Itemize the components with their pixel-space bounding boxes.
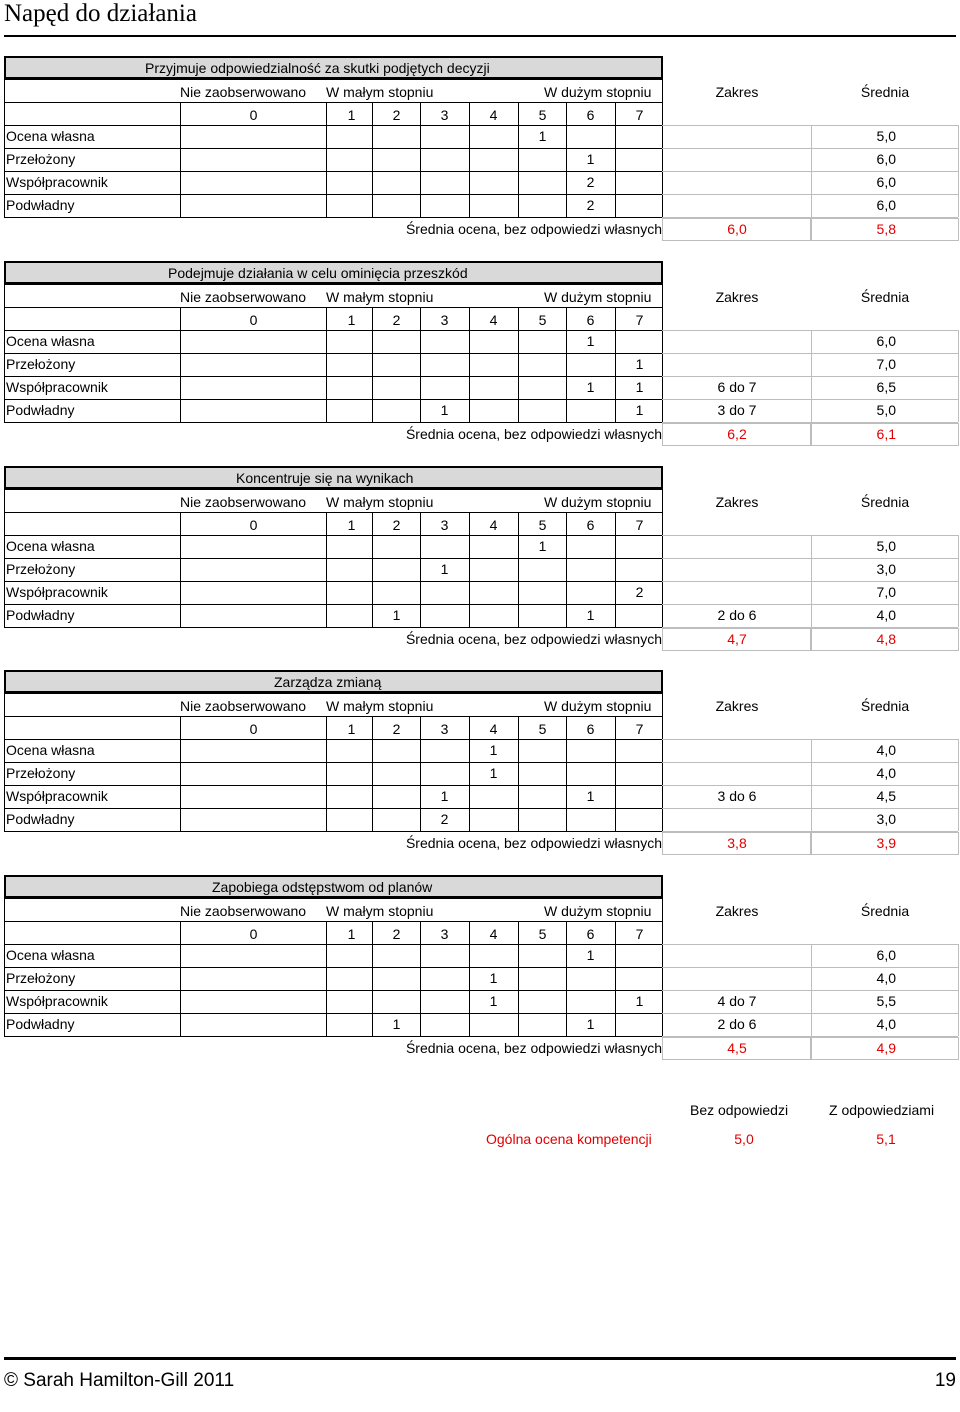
label-large-degree: W dużym stopniu — [544, 494, 652, 510]
page-title: Napęd do działania — [4, 0, 197, 27]
rating-range: 6 do 7 — [717, 379, 757, 395]
grid-line — [180, 716, 181, 831]
rating-range: 3 do 6 — [717, 788, 757, 804]
rater-label: Ocena własna — [6, 538, 95, 554]
scale-number: 5 — [538, 107, 547, 123]
rating-count: 1 — [392, 607, 401, 623]
grid-line — [615, 512, 616, 627]
label-average: Średnia — [860, 903, 910, 919]
scale-number: 3 — [440, 926, 449, 942]
label-large-degree: W dużym stopniu — [544, 698, 652, 714]
rater-label: Podwładny — [6, 607, 75, 623]
grid-line — [326, 512, 327, 627]
rating-average: 5,5 — [876, 993, 896, 1009]
rating-average: 6,0 — [876, 197, 896, 213]
grid-line — [662, 489, 663, 512]
grid-line — [4, 1013, 663, 1014]
competency-section — [0, 466, 960, 666]
scale-number: 3 — [440, 721, 449, 737]
grid-line — [4, 693, 5, 831]
grid-line — [4, 693, 663, 694]
scale-number: 7 — [635, 107, 644, 123]
rating-count: 2 — [586, 197, 595, 213]
rater-label: Podwładny — [6, 197, 75, 213]
grid-line — [4, 604, 663, 605]
summary-header-without: Bez odpowiedzi — [690, 1102, 789, 1118]
grid-line — [4, 353, 663, 354]
grid-line — [326, 921, 327, 1036]
scale-number: 2 — [392, 926, 401, 942]
grid-line — [958, 944, 959, 1036]
competency-section — [0, 670, 960, 870]
rating-average: 5,0 — [876, 128, 896, 144]
scale-number: 1 — [347, 926, 356, 942]
competency-section — [0, 261, 960, 461]
grid-line — [4, 330, 663, 331]
grid-line — [615, 716, 616, 831]
rating-average: 3,0 — [876, 561, 896, 577]
average-row-label: Średnia ocena, bez odpowiedzi własnych — [405, 426, 662, 442]
rating-average: 5,0 — [876, 402, 896, 418]
grid-line — [662, 693, 663, 716]
average-range-value: 3,8 — [727, 835, 747, 851]
grid-line — [469, 102, 470, 217]
grid-line — [958, 125, 959, 217]
average-avg-value: 4,8 — [876, 631, 896, 647]
scale-number: 6 — [586, 721, 595, 737]
scale-number: 1 — [347, 721, 356, 737]
summary-value-without: 5,0 — [734, 1131, 754, 1147]
section-title: Przyjmuje odpowiedzialność za skutki podjętych decyzji — [145, 60, 490, 76]
grid-line — [180, 921, 181, 1036]
grid-line — [518, 512, 519, 627]
grid-line — [326, 307, 327, 422]
grid-line — [662, 535, 958, 536]
grid-line — [4, 762, 663, 763]
grid-line — [662, 762, 958, 763]
average-avg-value: 6,1 — [876, 426, 896, 442]
grid-line — [180, 307, 181, 422]
scale-number: 7 — [635, 312, 644, 328]
label-small-degree: W małym stopniu — [326, 494, 434, 510]
scale-number: 6 — [586, 107, 595, 123]
scale-number: 4 — [489, 312, 498, 328]
grid-line — [180, 512, 181, 627]
average-range-value: 6,2 — [727, 426, 747, 442]
label-large-degree: W dużym stopniu — [544, 903, 652, 919]
scale-number: 7 — [635, 926, 644, 942]
label-range: Zakres — [715, 903, 759, 919]
rating-average: 6,0 — [876, 333, 896, 349]
rater-label: Ocena własna — [6, 947, 95, 963]
grid-line — [566, 307, 567, 422]
rater-label: Ocena własna — [6, 333, 95, 349]
average-range-value: 4,5 — [727, 1040, 747, 1056]
rating-count: 1 — [586, 607, 595, 623]
grid-line — [372, 102, 373, 217]
rating-count: 1 — [586, 788, 595, 804]
scale-number: 3 — [440, 312, 449, 328]
competency-section — [0, 56, 960, 256]
grid-line — [4, 898, 5, 1036]
label-range: Zakres — [715, 289, 759, 305]
rating-average: 6,5 — [876, 379, 896, 395]
rating-average: 7,0 — [876, 584, 896, 600]
grid-line — [4, 148, 663, 149]
page-number: 19 — [934, 1370, 956, 1391]
grid-line — [469, 307, 470, 422]
grid-line — [662, 330, 958, 331]
label-average: Średnia — [860, 494, 910, 510]
scale-number: 4 — [489, 517, 498, 533]
grid-line — [4, 716, 663, 717]
scale-number: 4 — [489, 107, 498, 123]
label-average: Średnia — [860, 698, 910, 714]
grid-line — [662, 944, 958, 945]
grid-line — [662, 171, 958, 172]
grid-line — [326, 716, 327, 831]
scale-number: 5 — [538, 721, 547, 737]
rating-count: 1 — [489, 970, 498, 986]
grid-line — [4, 284, 663, 285]
scale-number: 6 — [586, 926, 595, 942]
label-small-degree: W małym stopniu — [326, 698, 434, 714]
grid-line — [4, 284, 5, 422]
grid-line — [958, 535, 959, 627]
rating-count: 1 — [538, 128, 547, 144]
rating-count: 1 — [586, 379, 595, 395]
scale-number: 4 — [489, 926, 498, 942]
average-row-label: Średnia ocena, bez odpowiedzi własnych — [405, 835, 662, 851]
rater-label: Ocena własna — [6, 128, 95, 144]
average-avg-value: 3,9 — [876, 835, 896, 851]
section-title: Zapobiega odstępstwom od planów — [212, 879, 433, 895]
rater-label: Współpracownik — [6, 993, 108, 1009]
rating-count: 1 — [489, 993, 498, 1009]
label-average: Średnia — [860, 289, 910, 305]
scale-number: 5 — [538, 312, 547, 328]
footer-divider — [4, 1357, 956, 1360]
rater-label: Przełożony — [6, 151, 76, 167]
rating-average: 4,0 — [876, 607, 896, 623]
average-avg-value: 5,8 — [876, 221, 896, 237]
grid-line — [420, 102, 421, 217]
scale-number: 2 — [392, 107, 401, 123]
rating-count: 2 — [440, 811, 449, 827]
grid-line — [4, 194, 663, 195]
grid-line — [662, 148, 958, 149]
grid-line — [566, 716, 567, 831]
grid-line — [958, 330, 959, 422]
label-not-observed: Nie zaobserwowano — [180, 903, 307, 919]
grid-line — [4, 512, 663, 513]
label-not-observed: Nie zaobserwowano — [180, 84, 307, 100]
label-range: Zakres — [715, 84, 759, 100]
scale-number: 0 — [249, 926, 258, 942]
rating-count: 1 — [635, 356, 644, 372]
grid-line — [4, 489, 5, 627]
section-title: Podejmuje działania w celu ominięcia przeszkód — [168, 265, 468, 281]
rating-count: 1 — [586, 1016, 595, 1032]
scale-number: 2 — [392, 517, 401, 533]
grid-line — [4, 307, 663, 308]
scale-number: 4 — [489, 721, 498, 737]
grid-line — [4, 944, 663, 945]
grid-line — [518, 307, 519, 422]
rating-count: 1 — [538, 538, 547, 554]
label-not-observed: Nie zaobserwowano — [180, 289, 307, 305]
scale-number: 6 — [586, 517, 595, 533]
average-row-label: Średnia ocena, bez odpowiedzi własnych — [405, 1040, 662, 1056]
rating-count: 1 — [440, 788, 449, 804]
grid-line — [615, 102, 616, 217]
label-range: Zakres — [715, 494, 759, 510]
rating-range: 2 do 6 — [717, 1016, 757, 1032]
average-row-label: Średnia ocena, bez odpowiedzi własnych — [405, 221, 662, 237]
rater-label: Współpracownik — [6, 584, 108, 600]
summary-value-with: 5,1 — [876, 1131, 896, 1147]
scale-number: 0 — [249, 721, 258, 737]
summary-header-with: Z odpowiedziami — [829, 1102, 935, 1118]
rating-count: 1 — [489, 765, 498, 781]
label-large-degree: W dużym stopniu — [544, 84, 652, 100]
grid-line — [662, 921, 663, 1036]
scale-number: 5 — [538, 926, 547, 942]
rater-label: Ocena własna — [6, 742, 95, 758]
rater-label: Przełożony — [6, 765, 76, 781]
rating-count: 1 — [586, 947, 595, 963]
scale-number: 0 — [249, 517, 258, 533]
label-not-observed: Nie zaobserwowano — [180, 494, 307, 510]
grid-line — [4, 79, 5, 217]
grid-line — [662, 284, 663, 307]
rater-label: Podwładny — [6, 402, 75, 418]
rating-average: 6,0 — [876, 947, 896, 963]
grid-line — [662, 739, 958, 740]
rater-label: Współpracownik — [6, 174, 108, 190]
rater-label: Przełożony — [6, 561, 76, 577]
rating-range: 4 do 7 — [717, 993, 757, 1009]
grid-line — [372, 716, 373, 831]
grid-line — [662, 898, 663, 921]
rater-label: Współpracownik — [6, 788, 108, 804]
scale-number: 0 — [249, 107, 258, 123]
rating-count: 1 — [635, 379, 644, 395]
grid-line — [518, 921, 519, 1036]
rating-average: 4,0 — [876, 742, 896, 758]
section-title: Koncentruje się na wynikach — [236, 470, 414, 486]
section-title: Zarządza zmianą — [274, 674, 382, 690]
footer-copyright: © Sarah Hamilton-Gill 2011 — [4, 1370, 235, 1391]
rating-count: 1 — [440, 402, 449, 418]
average-row-label: Średnia ocena, bez odpowiedzi własnych — [405, 631, 662, 647]
label-small-degree: W małym stopniu — [326, 84, 434, 100]
grid-line — [662, 194, 958, 195]
overall-summary — [0, 1095, 960, 1155]
rating-average: 3,0 — [876, 811, 896, 827]
grid-line — [469, 512, 470, 627]
competency-section — [0, 875, 960, 1075]
rating-average: 6,0 — [876, 151, 896, 167]
grid-line — [4, 489, 663, 490]
title-divider — [4, 35, 956, 37]
rating-range: 2 do 6 — [717, 607, 757, 623]
grid-line — [4, 808, 663, 809]
rating-average: 5,0 — [876, 538, 896, 554]
grid-line — [662, 79, 663, 102]
scale-number: 0 — [249, 312, 258, 328]
rating-average: 4,5 — [876, 788, 896, 804]
grid-line — [662, 125, 958, 126]
label-large-degree: W dużym stopniu — [544, 289, 652, 305]
scale-number: 2 — [392, 312, 401, 328]
grid-line — [518, 102, 519, 217]
scale-number: 7 — [635, 721, 644, 737]
grid-line — [662, 102, 663, 217]
scale-number: 3 — [440, 107, 449, 123]
label-small-degree: W małym stopniu — [326, 289, 434, 305]
grid-line — [615, 921, 616, 1036]
average-avg-value: 4,9 — [876, 1040, 896, 1056]
rating-count: 1 — [440, 561, 449, 577]
rating-average: 4,0 — [876, 1016, 896, 1032]
grid-line — [662, 808, 958, 809]
grid-line — [180, 102, 181, 217]
grid-line — [662, 558, 958, 559]
rating-average: 4,0 — [876, 970, 896, 986]
grid-line — [372, 307, 373, 422]
grid-line — [662, 967, 958, 968]
rater-label: Podwładny — [6, 1016, 75, 1032]
rating-count: 1 — [586, 151, 595, 167]
scale-number: 1 — [347, 312, 356, 328]
grid-line — [326, 102, 327, 217]
rating-count: 2 — [586, 174, 595, 190]
grid-line — [662, 353, 958, 354]
grid-line — [662, 716, 663, 831]
label-not-observed: Nie zaobserwowano — [180, 698, 307, 714]
label-range: Zakres — [715, 698, 759, 714]
rating-count: 1 — [586, 333, 595, 349]
rater-label: Przełożony — [6, 970, 76, 986]
scale-number: 3 — [440, 517, 449, 533]
label-average: Średnia — [860, 84, 910, 100]
rating-range: 3 do 7 — [717, 402, 757, 418]
grid-line — [4, 921, 663, 922]
grid-line — [4, 967, 663, 968]
scale-number: 5 — [538, 517, 547, 533]
grid-line — [4, 558, 663, 559]
average-range-value: 4,7 — [727, 631, 747, 647]
rater-label: Podwładny — [6, 811, 75, 827]
grid-line — [4, 898, 663, 899]
scale-number: 1 — [347, 107, 356, 123]
grid-line — [4, 399, 663, 400]
rating-count: 1 — [489, 742, 498, 758]
grid-line — [958, 739, 959, 831]
summary-label: Ogólna ocena kompetencji — [486, 1131, 652, 1147]
rater-label: Współpracownik — [6, 379, 108, 395]
grid-line — [662, 581, 958, 582]
grid-line — [518, 716, 519, 831]
scale-number: 2 — [392, 721, 401, 737]
grid-line — [4, 79, 663, 80]
rating-count: 1 — [392, 1016, 401, 1032]
rating-count: 1 — [635, 993, 644, 1009]
label-small-degree: W małym stopniu — [326, 903, 434, 919]
rating-count: 1 — [635, 402, 644, 418]
rating-average: 7,0 — [876, 356, 896, 372]
rating-count: 2 — [635, 584, 644, 600]
rating-average: 6,0 — [876, 174, 896, 190]
grid-line — [662, 512, 663, 627]
rating-average: 4,0 — [876, 765, 896, 781]
average-range-value: 6,0 — [727, 221, 747, 237]
scale-number: 6 — [586, 312, 595, 328]
grid-line — [4, 739, 663, 740]
scale-number: 1 — [347, 517, 356, 533]
scale-number: 7 — [635, 517, 644, 533]
grid-line — [4, 102, 663, 103]
rater-label: Przełożony — [6, 356, 76, 372]
